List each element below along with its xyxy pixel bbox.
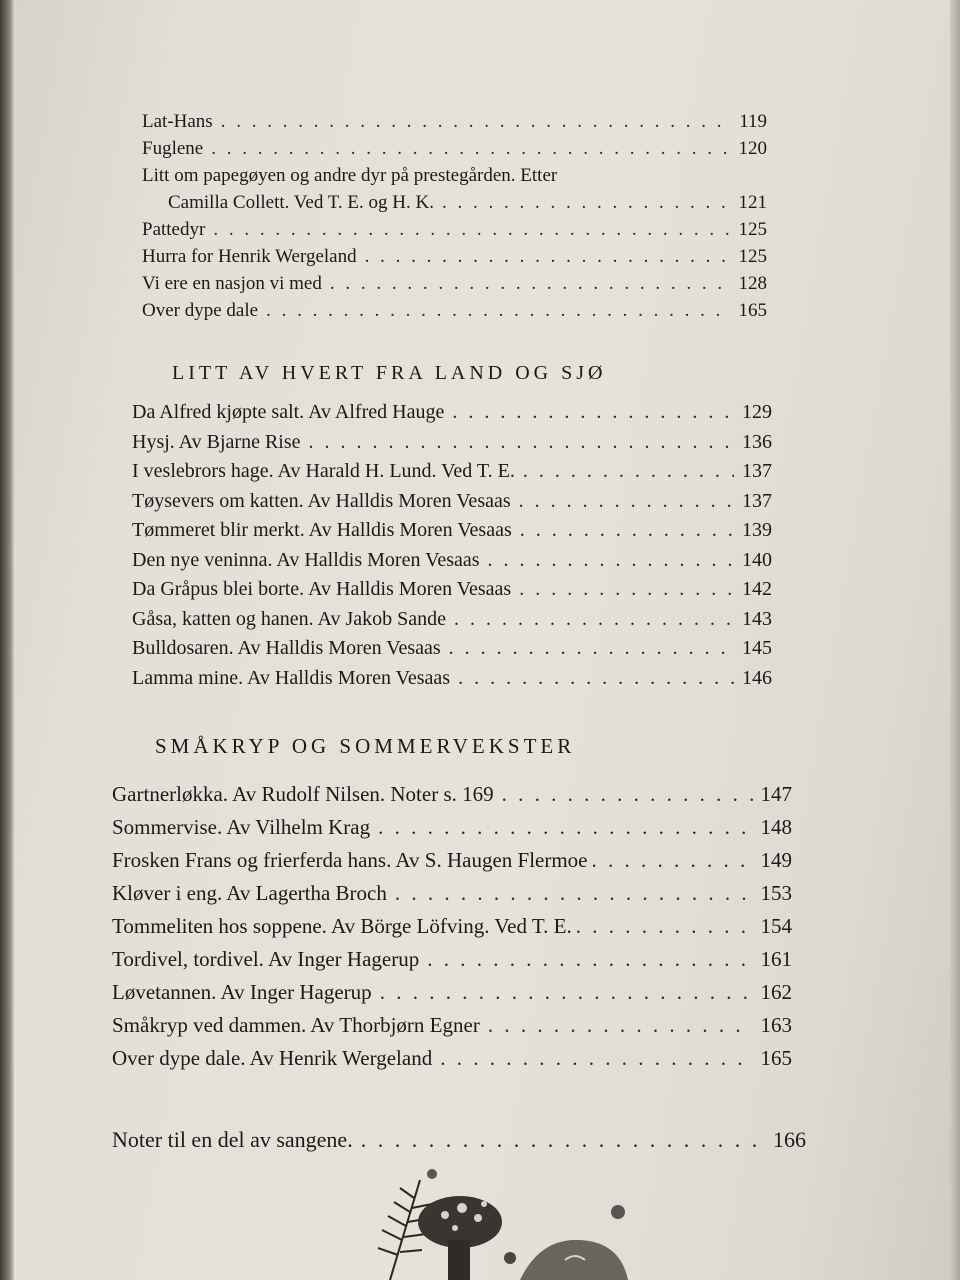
page-edge — [950, 0, 960, 1280]
dot-leader — [442, 189, 731, 216]
toc-entry-page: 147 — [760, 782, 792, 806]
dot-leader — [361, 1124, 765, 1156]
dot-leader — [502, 778, 753, 811]
toc-entry-title: Camilla Collett. Ved T. E. og H. K. — [168, 192, 434, 213]
toc-entry-title: Tøysevers om katten. Av Halldis Moren Vesaas — [132, 489, 511, 512]
toc-entry-page: 139 — [742, 519, 772, 541]
toc-entry-title: Frosken Frans og frierferda hans. Av S. Haugen Flermoe — [112, 848, 588, 872]
dot-leader — [452, 398, 734, 428]
toc-entry — [142, 135, 767, 162]
toc-entry — [132, 516, 772, 546]
toc-entry-page: 129 — [742, 401, 772, 423]
dot-leader — [520, 516, 734, 546]
toc-entry-title: Hurra for Henrik Wergeland — [142, 246, 357, 267]
toc-entry-page: 161 — [760, 947, 792, 971]
toc-entry — [142, 243, 767, 270]
toc-entry — [132, 605, 772, 635]
toc-section-3 — [112, 778, 792, 1075]
dot-leader — [454, 605, 734, 635]
toc-entry-page: 140 — [742, 548, 772, 571]
toc-entry-page: 146 — [742, 666, 772, 689]
dot-leader — [378, 811, 752, 844]
toc-entry-page: 148 — [760, 815, 792, 839]
toc-entry-title: Småkryp ved dammen. Av Thorbjørn Egner — [112, 1013, 480, 1037]
toc-entry — [132, 428, 772, 458]
toc-entry-page: 137 — [742, 460, 772, 482]
toc-entry-title-line: Litt om papegøyen og andre dyr på prestegården. Etter — [142, 165, 558, 186]
dot-leader — [211, 135, 730, 162]
toc-entry — [142, 216, 767, 243]
toc-entry-page: 145 — [742, 637, 772, 659]
toc-entry-title: Da Alfred kjøpte salt. Av Alfred Hauge — [132, 401, 445, 423]
toc-entry-title: Gartnerløkka. Av Rudolf Nilsen. Noter s. 169 — [112, 782, 494, 806]
section-heading: SMÅKRYP OG SOMMERVEKSTER — [155, 734, 576, 758]
toc-entry — [112, 1124, 806, 1156]
mushroom-fern-illustration-icon — [360, 1160, 660, 1280]
toc-entry-title: Den nye veninna. Av Halldis Moren Vesaas — [132, 548, 480, 571]
toc-entry-page: 143 — [742, 607, 772, 630]
dot-leader — [380, 976, 753, 1009]
toc-entry-title: Kløver i eng. Av Lagertha Broch — [112, 881, 387, 905]
dot-leader — [488, 546, 734, 576]
toc-entry-title: Løvetannen. Av Inger Hagerup — [112, 980, 372, 1004]
toc-entry-title: Sommervise. Av Vilhelm Krag — [112, 815, 371, 839]
toc-section-1 — [142, 108, 767, 324]
toc-entry-title: Da Gråpus blei borte. Av Halldis Moren Vesaas — [132, 578, 512, 600]
dot-leader — [488, 1009, 753, 1042]
toc-entry-title: Vi ere en nasjon vi med — [142, 273, 322, 294]
dot-leader — [427, 943, 752, 976]
toc-entry — [132, 634, 772, 664]
toc-entry-page: 153 — [760, 881, 792, 905]
toc-entry-page: 125 — [738, 219, 767, 240]
toc-entry-title: Gåsa, katten og hanen. Av Jakob Sande — [132, 607, 446, 630]
toc-entry — [132, 546, 772, 576]
toc-entry-title: Hysj. Av Bjarne Rise — [132, 430, 301, 453]
toc-entry-title: Lat-Hans — [142, 111, 213, 132]
dot-leader — [309, 428, 734, 458]
toc-entry — [132, 487, 772, 517]
toc-entry — [112, 811, 792, 844]
toc-entry-title: Pattedyr — [142, 219, 206, 240]
dot-leader — [592, 844, 757, 877]
toc-entry-title: Tømmeret blir merkt. Av Halldis Moren Vesaas — [132, 519, 512, 541]
section-heading: LITT AV HVERT FRA LAND OG SJØ — [172, 362, 607, 384]
toc-entry-page: 136 — [742, 430, 772, 453]
dot-leader — [458, 664, 734, 694]
toc-entry-page: 125 — [738, 246, 767, 267]
toc-entry-title: Tordivel, tordivel. Av Inger Hagerup — [112, 947, 420, 971]
dot-leader — [213, 216, 730, 243]
toc-entry-title: I veslebrors hage. Av Harald H. Lund. Ved T. E. — [132, 460, 515, 482]
toc-entry-title: Bulldosaren. Av Halldis Moren Vesaas — [132, 637, 441, 659]
toc-entry-page: 162 — [760, 980, 792, 1004]
toc-entry-page: 142 — [742, 578, 772, 600]
toc-entry-page: 119 — [739, 111, 767, 132]
toc-entry-page: 165 — [738, 300, 767, 321]
toc-entry — [132, 457, 772, 487]
toc-entry — [112, 778, 792, 811]
toc-entry — [112, 1042, 792, 1075]
dot-leader — [440, 1042, 752, 1075]
toc-entry-title: Over dype dale. Av Henrik Wergeland — [112, 1046, 433, 1070]
toc-entry — [112, 943, 792, 976]
toc-entry-title: Noter til en del av sangene. — [112, 1127, 353, 1152]
dot-leader — [519, 575, 734, 605]
toc-entry-page: 154 — [760, 914, 792, 938]
toc-entry — [112, 1009, 792, 1042]
toc-entry-title: Over dype dale — [142, 300, 259, 321]
toc-entry-page: 149 — [760, 848, 792, 872]
toc-entry — [112, 844, 792, 877]
dot-leader — [330, 270, 731, 297]
toc-entry — [112, 976, 792, 1009]
book-spine-shadow — [0, 0, 14, 1280]
toc-entry-page: 120 — [738, 138, 767, 159]
dot-leader — [576, 910, 757, 943]
dot-leader — [395, 877, 753, 910]
toc-entry — [132, 398, 772, 428]
toc-notes — [112, 1124, 806, 1156]
toc-entry — [142, 297, 767, 324]
toc-entry-title: Tommeliten hos soppene. Av Börge Löfving. Ved T. E. — [112, 914, 572, 938]
toc-entry-page: 166 — [773, 1127, 806, 1152]
dot-leader — [449, 634, 734, 664]
toc-entry — [112, 877, 792, 910]
toc-entry-page: 165 — [760, 1046, 792, 1070]
dot-leader — [266, 297, 730, 324]
dot-leader — [365, 243, 731, 270]
toc-entry-page: 128 — [738, 273, 767, 294]
toc-entry-page: 121 — [738, 192, 767, 213]
toc-entry — [132, 664, 772, 694]
toc-entry — [132, 575, 772, 605]
toc-section-2 — [132, 398, 772, 693]
dot-leader — [523, 457, 734, 487]
toc-entry-page: 163 — [760, 1013, 792, 1037]
toc-entry — [142, 108, 767, 135]
toc-entry — [142, 270, 767, 297]
toc-entry-title: Lamma mine. Av Halldis Moren Vesaas — [132, 666, 451, 689]
toc-entry-page: 137 — [742, 489, 772, 512]
dot-leader — [221, 108, 732, 135]
toc-entry — [112, 910, 792, 943]
toc-entry — [142, 189, 767, 216]
toc-entry-title: Fuglene — [142, 138, 204, 159]
dot-leader — [519, 487, 734, 517]
